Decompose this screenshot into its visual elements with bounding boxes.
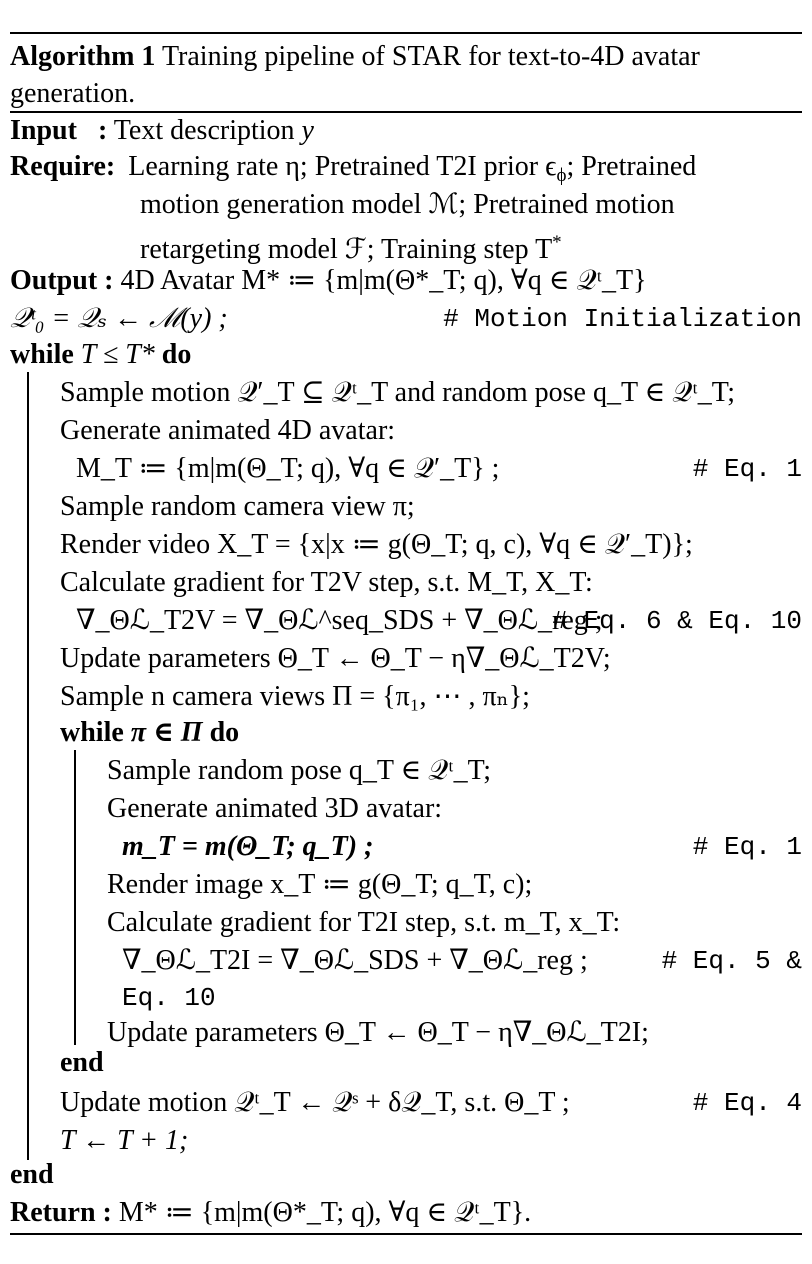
- require-text-1: Learning rate η; Pretrained T2I prior ϵ: [128, 151, 557, 182]
- require-text-3: retargeting model ℱ; Training step T: [140, 234, 553, 265]
- input-sep: :: [97, 115, 108, 146]
- inner-while-line: [60, 714, 802, 752]
- motion-init-math: 𝒬ᵗ₀ = 𝒬ₛ ← ℳ(y) ;: [10, 303, 228, 334]
- sample-motion-line: [60, 374, 802, 412]
- outer-while-keyword: while: [10, 339, 74, 370]
- calc-t2v-text: Calculate gradient for T2V step, s.t. M_T, X_T:: [60, 567, 593, 598]
- grad-t2i-text: ∇_Θℒ_T2I = ∇_Θℒ_SDS + ∇_Θℒ_reg ;: [122, 945, 588, 976]
- bottom-rule: [10, 1233, 802, 1235]
- increment-line: [60, 1122, 802, 1160]
- require-sub: ϕ: [556, 165, 567, 186]
- sample-n-text: Sample n camera views Π = {π₁, ⋯ , πₙ};: [60, 681, 530, 712]
- algorithm-label: Algorithm 1: [10, 41, 156, 72]
- end-inner-keyword: end: [60, 1047, 104, 1078]
- outer-do-keyword: do: [161, 339, 192, 370]
- inner-while-cond: π ∈ Π: [130, 717, 203, 748]
- sample-n-line: [60, 678, 802, 716]
- m-t-3d-text: m_T = m(Θ_T; q_T) ;: [122, 831, 374, 862]
- motion-init-line: [10, 300, 802, 338]
- end-inner-line: [60, 1044, 802, 1082]
- generate-3d-text: Generate animated 3D avatar:: [107, 793, 443, 824]
- update-t2i-text: Update parameters Θ_T ← Θ_T − η∇_Θℒ_T2I;: [107, 1017, 649, 1048]
- end-outer-keyword: end: [10, 1159, 54, 1190]
- top-rule: [10, 32, 802, 34]
- motion-init-comment: # Motion Initialization: [443, 304, 802, 334]
- m-t-text: M_T ≔ {m|m(Θ_T; q), ∀q ∈ 𝒬′_T} ;: [76, 453, 500, 484]
- return-line: [10, 1194, 802, 1232]
- grad-t2v-line: [76, 602, 802, 640]
- return-text: M* ≔ {m|m(Θ*_T; q), ∀q ∈ 𝒬ᵗ_T}.: [118, 1197, 532, 1228]
- update-t2v-line: [60, 640, 802, 678]
- sample-camera-line: [60, 488, 802, 526]
- update-motion-comment: # Eq. 4: [692, 1088, 802, 1118]
- render-image-line: [107, 866, 802, 904]
- calc-t2i-line: [107, 904, 802, 942]
- require-text-1-end: ; Pretrained: [566, 151, 697, 182]
- end-outer-line: [10, 1156, 802, 1194]
- update-motion-line: [60, 1084, 802, 1122]
- outer-while-cond: T ≤ T*: [80, 339, 155, 370]
- algorithm-title: Training pipeline of STAR for text-to-4D avatar generation.: [10, 41, 700, 109]
- require-sup: *: [552, 232, 562, 253]
- input-keyword: Input: [10, 115, 77, 146]
- input-var: y: [301, 115, 314, 146]
- sample-pose-text: Sample random pose q_T ∈ 𝒬ᵗ_T;: [107, 755, 491, 786]
- increment-text: T ← T + 1;: [60, 1125, 189, 1156]
- render-video-text: Render video X_T = {x|x ≔ g(Θ_T; q, c), ∀q ∈ 𝒬′_T)};: [60, 529, 693, 560]
- require-keyword: Require:: [10, 151, 116, 182]
- grad-t2v-comment: # Eq. 6 & Eq. 10: [552, 606, 802, 636]
- generate-3d-line: [107, 790, 802, 828]
- inner-while-bar: [74, 750, 76, 1045]
- grad-t2i-comment-cont: Eq. 10: [122, 983, 216, 1013]
- grad-t2i-comment-cont-line: [122, 978, 802, 1016]
- algorithm-caption: [10, 38, 802, 112]
- grad-t2i-line: [122, 942, 802, 980]
- output-line: [10, 262, 802, 300]
- sample-pose-line: [107, 752, 802, 790]
- m-t-3d-comment: # Eq. 1: [692, 832, 802, 862]
- output-keyword: Output :: [10, 265, 114, 296]
- require-line-2: [140, 186, 802, 224]
- generate-4d-line: [60, 412, 802, 450]
- inner-while-keyword: while: [60, 717, 124, 748]
- update-motion-text: Update motion 𝒬ᵗ_T ← 𝒬ˢ + δ𝒬_T, s.t. Θ_T ;: [60, 1087, 570, 1118]
- input-text: Text description: [113, 115, 295, 146]
- render-image-text: Render image x_T ≔ g(Θ_T; q_T, c);: [107, 869, 533, 900]
- require-line-3: [140, 224, 802, 265]
- outer-while-bar: [27, 372, 29, 1160]
- calc-t2v-line: [60, 564, 802, 602]
- grad-t2i-comment: # Eq. 5 &: [661, 946, 802, 976]
- sample-camera-text: Sample random camera view π;: [60, 491, 415, 522]
- require-line-1: [10, 148, 802, 186]
- m-t-3d-line: [122, 828, 802, 866]
- update-t2v-text: Update parameters Θ_T ← Θ_T − η∇_Θℒ_T2V;: [60, 643, 611, 674]
- inner-do-keyword: do: [209, 717, 240, 748]
- m-t-comment: # Eq. 1: [692, 454, 802, 484]
- render-video-line: [60, 526, 802, 564]
- m-t-line: [76, 450, 802, 488]
- require-text-2: motion generation model ℳ; Pretrained motion: [140, 189, 675, 220]
- output-text: 4D Avatar M* ≔ {m|m(Θ*_T; q), ∀q ∈ 𝒬ᵗ_T}: [120, 265, 647, 296]
- sample-motion-text: Sample motion 𝒬′_T ⊆ 𝒬ᵗ_T and random pose q_T ∈ 𝒬ᵗ_T;: [60, 377, 736, 408]
- grad-t2v-text: ∇_Θℒ_T2V = ∇_Θℒ^seq_SDS + ∇_Θℒ_reg ;: [76, 605, 603, 636]
- outer-while-line: [10, 336, 802, 374]
- input-line: [10, 112, 802, 150]
- generate-4d-text: Generate animated 4D avatar:: [60, 415, 396, 446]
- return-keyword: Return :: [10, 1197, 112, 1228]
- calc-t2i-text: Calculate gradient for T2I step, s.t. m_T, x_T:: [107, 907, 621, 938]
